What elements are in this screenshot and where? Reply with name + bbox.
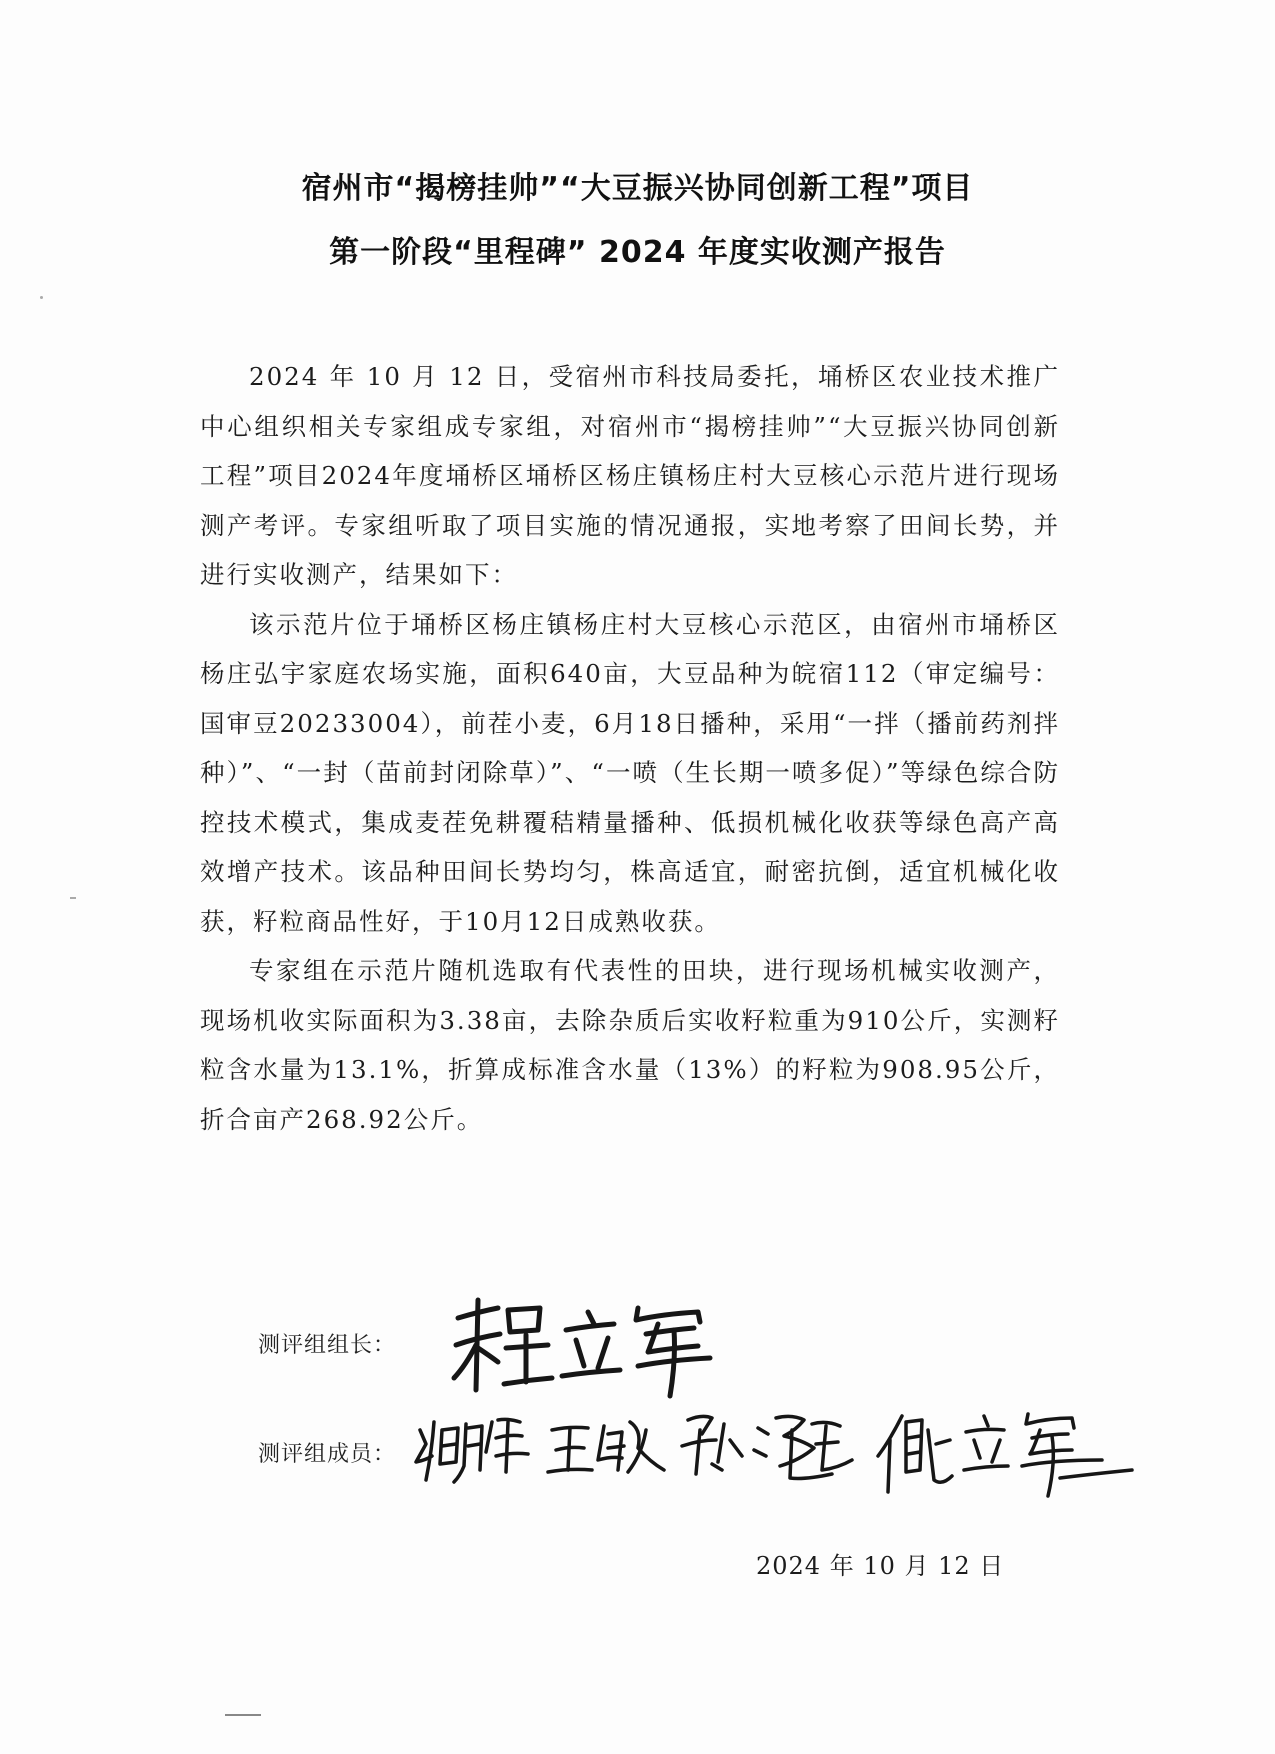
document-title-line-2: 第一阶段“里程碑” 2024 年度实收测产报告 [329,235,946,270]
leader-label: 测评组组长： [258,1333,397,1358]
document-body [200,352,1060,1144]
leader-signature [448,1290,718,1400]
scan-artifact-dash [70,897,76,899]
paragraph-site-description: 该示范片位于埇桥区杨庄镇杨庄村大豆核心示范区，由宿州市埇桥区杨庄弘宇家庭农场实施，面积640亩，大豆品种为皖宿112（审定编号：国审豆20233004），前茬小麦，6月18日播种，采用“一拌（播前药剂拌种）”、“一封（苗前封闭除草）”、“一喷（生长期一喷多促）”等绿色综合防控技术模式，集成麦茬免耕覆秸精量播种、低损机械化收获等绿色高产高效增产技术。该品种田间长势均匀，株高适宜，耐密抗倒，适宜机械化收获，籽粒商品性好，于10月12日成熟收获。 [200,609,1060,936]
scan-artifact-line [225,1714,261,1716]
paragraph-yield-results: 专家组在示范片随机选取有代表性的田块，进行现场机械实收测产，现场机收实际面积为3.38亩，去除杂质后实收籽粒重为910公斤，实测籽粒含水量为13.1%，折算成标准含水量（13%）的籽粒为908.95公斤，折合亩产268.92公斤。 [200,956,1060,1134]
document-title-line-1: 宿州市“揭榜挂帅”“大豆振兴协同创新工程”项目 [301,171,974,206]
member-signatures [412,1400,1142,1500]
scan-artifact-dot [40,296,43,299]
members-label: 测评组成员： [258,1442,397,1467]
report-date: 2024 年 10 月 12 日 [756,1552,1005,1580]
paragraph-intro: 2024 年 10 月 12 日，受宿州市科技局委托，埇桥区农业技术推广中心组织相关专家组成专家组，对宿州市“揭榜挂帅”“大豆振兴协同创新工程”项目2024年度埇桥区埇桥区杨庄镇杨庄村大豆核心示范片进行现场测产考评。专家组听取了项目实施的情况通报，实地考察了田间长势，并进行实收测产，结果如下： [200,362,1060,589]
